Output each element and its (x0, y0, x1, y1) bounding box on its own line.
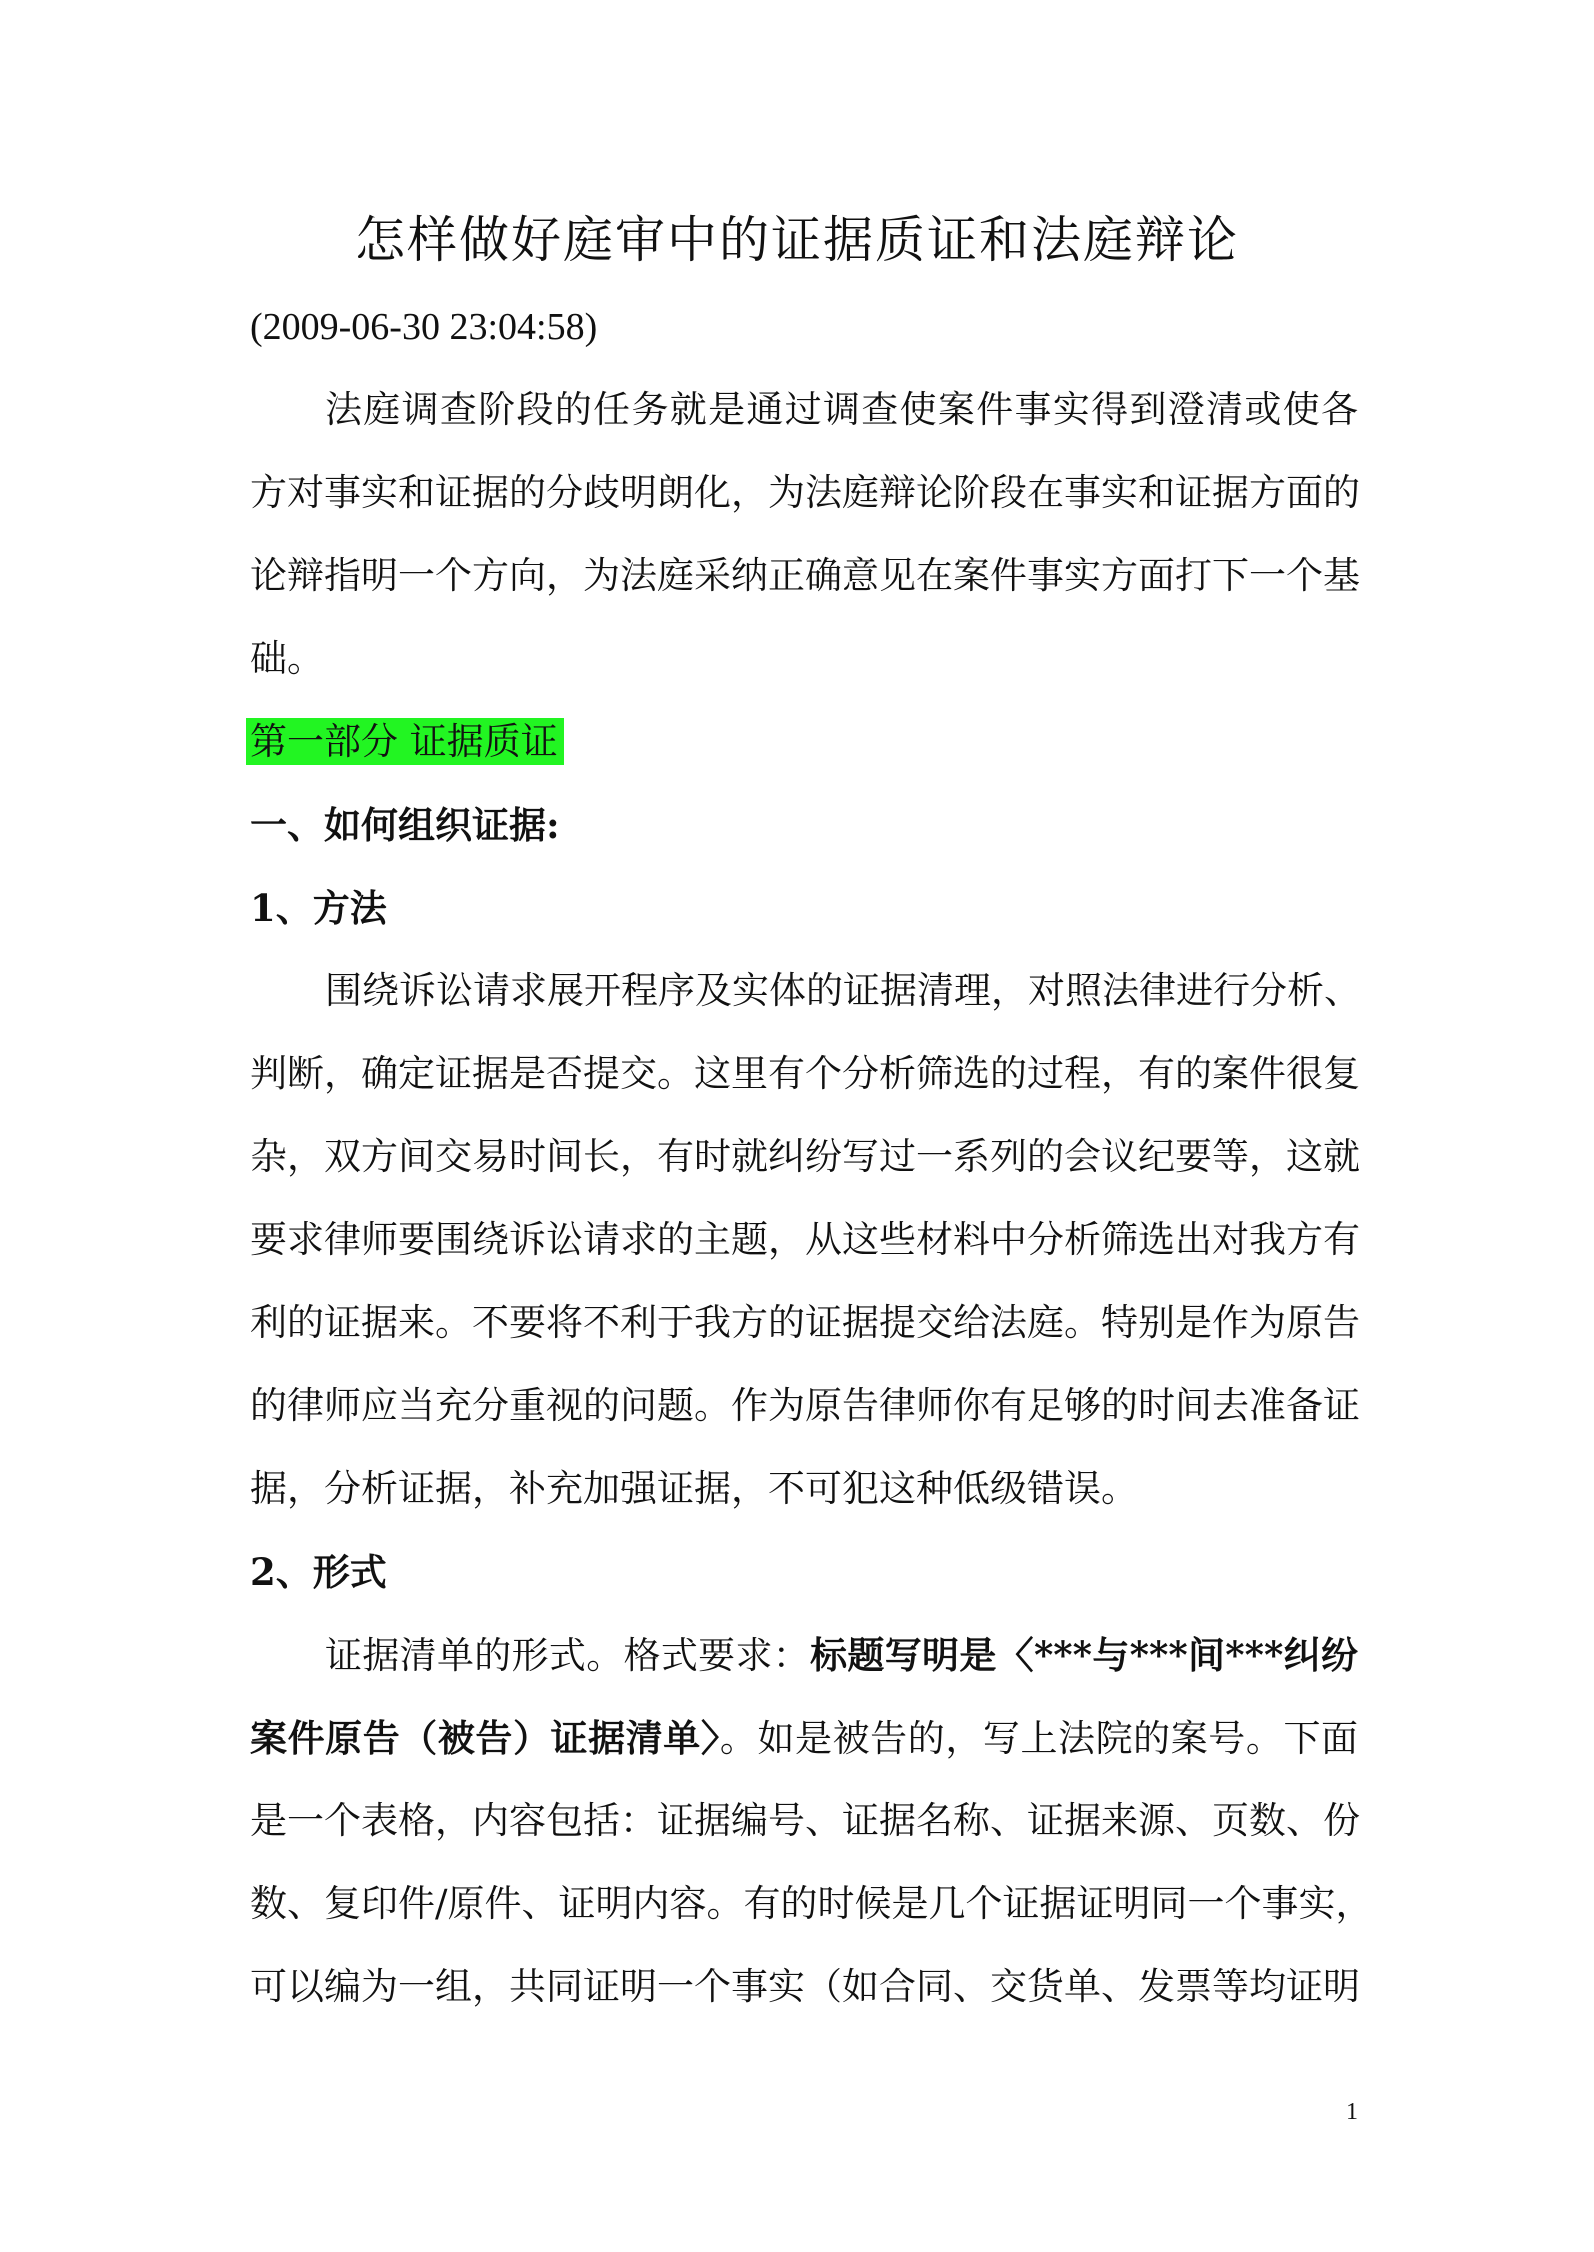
document-title: 怎样做好庭审中的证据质证和法庭辩论 (355, 211, 1239, 269)
form-line-1-bold: 标题写明是〈***与***间***纠纷 (810, 1633, 1358, 1677)
page-number: 1 (1346, 2099, 1358, 2125)
form-line-2-bold: 案件原告（被告）证据清单〉 (250, 1716, 720, 1760)
publish-date: (2009-06-30 23:04:58) (250, 306, 598, 348)
method-line-2: 判断，确定证据是否提交。这里有个分析筛选的过程，有的案件很复 (250, 1052, 1360, 1095)
form-line-2-normal: 。如是被告的，写上法院的案号。下面 (719, 1717, 1359, 1760)
intro-line-3: 论辩指明一个方向，为法庭采纳正确意见在案件事实方面打下一个基 (250, 554, 1360, 597)
form-line-5: 可以编为一组，共同证明一个事实（如合同、交货单、发票等均证明 (250, 1965, 1360, 2008)
method-line-6: 的律师应当充分重视的问题。作为原告律师你有足够的时间去准备证 (250, 1384, 1360, 1427)
method-line-7: 据，分析证据，补充加强证据，不可犯这种低级错误。 (250, 1467, 1138, 1510)
subsection-heading-form: 2、形式 (250, 1550, 387, 1594)
part-heading-highlight: 第一部分 证据质证 (246, 718, 564, 765)
form-line-2 (250, 1711, 1358, 1766)
method-line-3: 杂，双方间交易时间长，有时就纠纷写过一系列的会议纪要等，这就 (250, 1135, 1360, 1178)
part-heading (250, 715, 564, 769)
intro-line-2: 方对事实和证据的分歧明朗化，为法庭辩论阶段在事实和证据方面的 (250, 471, 1360, 514)
intro-line-1: 法庭调查阶段的任务就是通过调查使案件事实得到澄清或使各 (325, 388, 1358, 431)
subsection-heading-method: 1、方法 (250, 886, 387, 930)
form-line-3: 是一个表格，内容包括：证据编号、证据名称、证据来源、页数、份 (250, 1799, 1360, 1842)
form-line-1-normal: 证据清单的形式。格式要求： (325, 1634, 811, 1677)
method-line-1: 围绕诉讼请求展开程序及实体的证据清理，对照法律进行分析、 (325, 969, 1361, 1012)
section-heading-organize-evidence: 一、如何组织证据: (250, 803, 560, 847)
method-line-5: 利的证据来。不要将不利于我方的证据提交给法庭。特别是作为原告 (250, 1301, 1360, 1344)
form-line-4: 数、复印件/原件、证明内容。有的时候是几个证据证明同一个事实， (250, 1882, 1373, 1925)
intro-line-4: 础。 (250, 637, 324, 680)
form-line-1 (325, 1628, 1358, 1683)
method-line-4: 要求律师要围绕诉讼请求的主题，从这些材料中分析筛选出对我方有 (250, 1218, 1360, 1261)
